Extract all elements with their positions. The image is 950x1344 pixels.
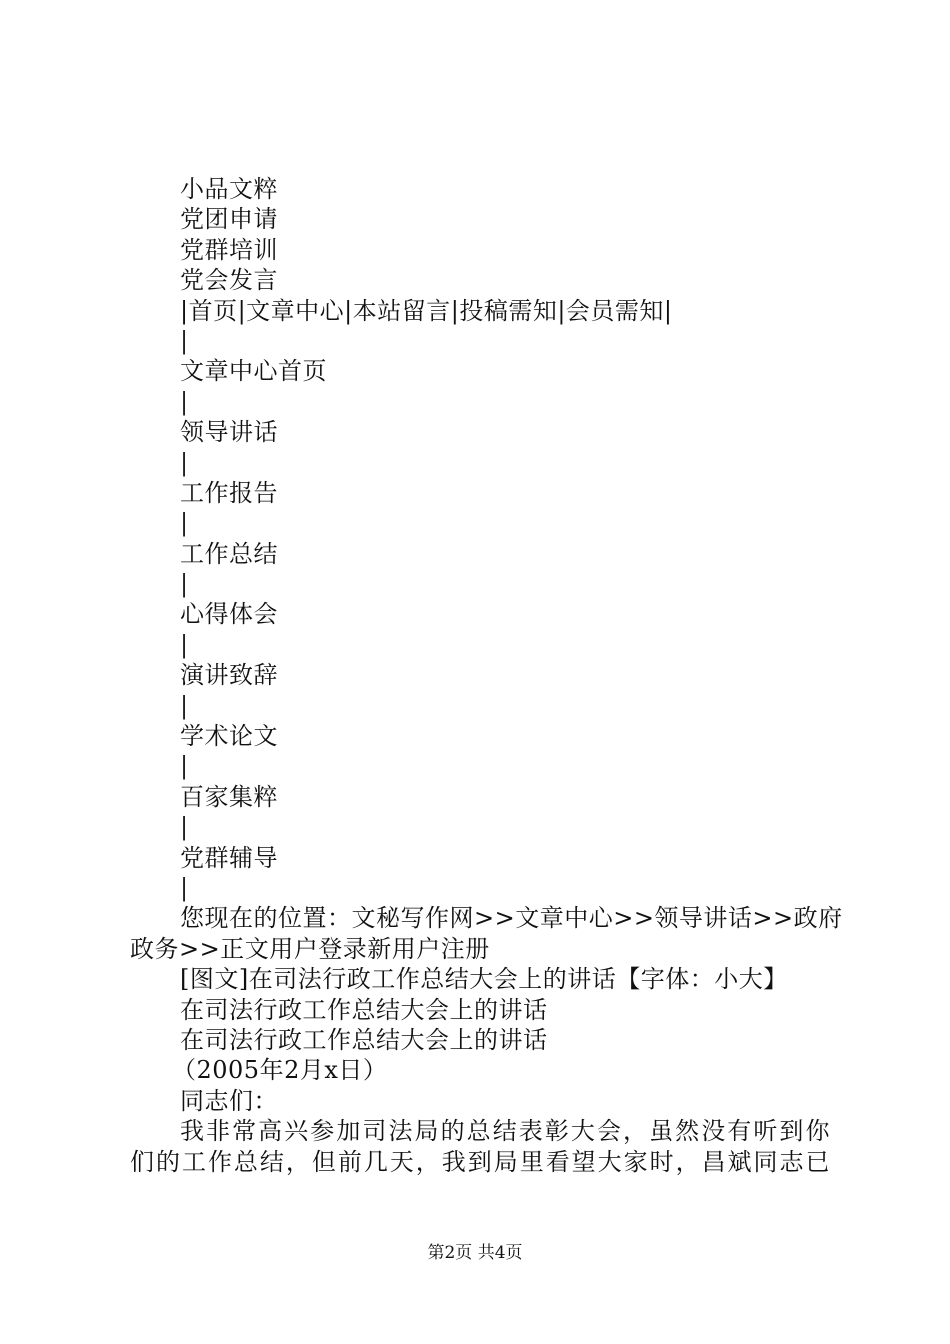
nav-separator: | xyxy=(180,448,189,477)
nav-separator: | xyxy=(180,570,189,599)
sidebar-link-3[interactable]: 党群培训 xyxy=(180,235,278,264)
nav-separator: | xyxy=(180,691,189,720)
article-date: （2005年2月x日） xyxy=(172,1056,388,1085)
category-link-7[interactable]: 学术论文 xyxy=(180,722,278,751)
nav-separator: | xyxy=(180,873,189,902)
article-salutation: 同志们： xyxy=(180,1086,278,1115)
article-title-2: 在司法行政工作总结大会上的讲话 xyxy=(180,1025,548,1054)
sidebar-link-2[interactable]: 党团申请 xyxy=(180,205,278,234)
category-link-2[interactable]: 领导讲话 xyxy=(180,418,278,447)
category-link-5[interactable]: 心得体会 xyxy=(180,600,278,629)
category-link-1[interactable]: 文章中心首页 xyxy=(180,357,327,386)
document-body xyxy=(130,174,843,1177)
breadcrumb-line-2[interactable]: 政务>>正文用户登录新用户注册 xyxy=(130,934,490,963)
top-nav[interactable]: |首页|文章中心|本站留言|投稿需知|会员需知| xyxy=(180,296,673,325)
nav-separator: | xyxy=(180,630,189,659)
category-link-6[interactable]: 演讲致辞 xyxy=(180,661,278,690)
page-footer: 第2页 共4页 xyxy=(427,1243,523,1263)
article-header-line[interactable]: [图文]在司法行政工作总结大会上的讲话【字体：小大】 xyxy=(180,965,788,994)
article-paragraph-line-1: 我非常高兴参加司法局的总结表彰大会，虽然没有听到你 xyxy=(180,1117,830,1146)
article-title-1: 在司法行政工作总结大会上的讲话 xyxy=(180,995,548,1024)
category-link-9[interactable]: 党群辅导 xyxy=(180,843,278,872)
breadcrumb-line-1[interactable]: 您现在的位置：文秘写作网>>文章中心>>领导讲话>>政府 xyxy=(180,904,843,933)
category-link-4[interactable]: 工作总结 xyxy=(180,539,278,568)
category-link-3[interactable]: 工作报告 xyxy=(180,478,278,507)
sidebar-link-1[interactable]: 小品文粹 xyxy=(180,175,278,203)
nav-separator: | xyxy=(180,387,189,416)
nav-separator: | xyxy=(180,752,189,781)
nav-separator: | xyxy=(180,326,189,355)
nav-separator: | xyxy=(180,509,189,538)
nav-separator: | xyxy=(180,813,189,842)
category-link-8[interactable]: 百家集粹 xyxy=(180,782,278,811)
article-paragraph-line-2: 们的工作总结，但前几天，我到局里看望大家时，昌斌同志已 xyxy=(130,1147,830,1176)
sidebar-link-4[interactable]: 党会发言 xyxy=(180,266,278,295)
